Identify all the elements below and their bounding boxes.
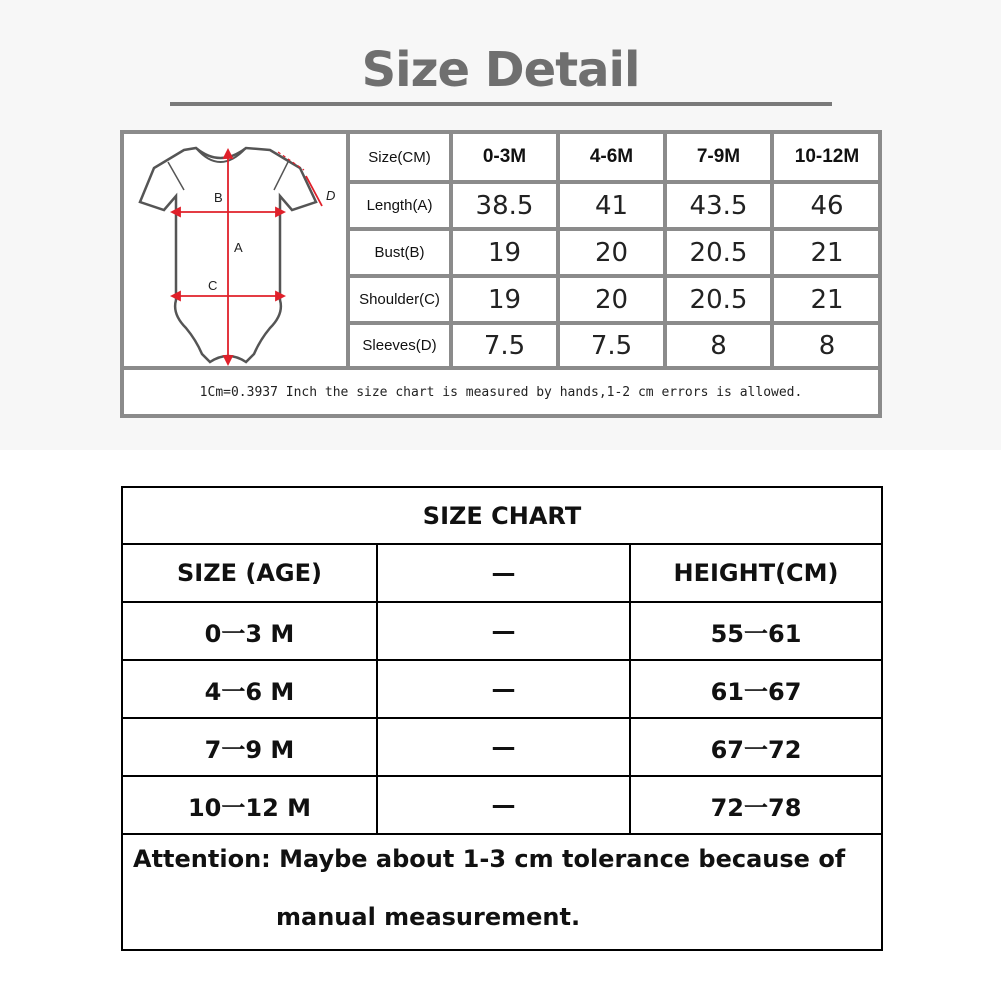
row-label: Sleeves(D) — [350, 325, 453, 366]
table-row — [123, 603, 881, 661]
diagram-label-a: A — [234, 240, 243, 255]
height-cell: 55一61 — [710, 619, 802, 648]
dash-cell: — — [378, 603, 631, 659]
table-row — [123, 777, 881, 835]
header-size: 7-9M — [667, 134, 774, 184]
row-label: Shoulder(C) — [350, 278, 453, 325]
table-cell: 20.5 — [667, 278, 774, 325]
dash-cell: — — [378, 719, 631, 775]
header-size: 4-6M — [560, 134, 667, 184]
table-cell: 41 — [560, 184, 667, 231]
page-title: Size Detail — [361, 42, 640, 98]
size-age-cell: 4一6 M — [123, 661, 378, 717]
attention-line-2: manual measurement. — [276, 903, 581, 931]
size-detail-table — [120, 130, 882, 418]
table-cell: 8 — [818, 330, 836, 361]
table-cell: 19 — [453, 231, 560, 278]
table-cell: 43.5 — [667, 184, 774, 231]
height-cell: 72一78 — [710, 793, 802, 822]
row-label: Length(A) — [350, 184, 453, 231]
table-row — [123, 661, 881, 719]
height-cell: 61一67 — [710, 677, 802, 706]
diagram-label-b: B — [214, 190, 223, 205]
size-age-cell: 0一3 M — [123, 603, 378, 659]
table-cell: 19 — [453, 278, 560, 325]
size-chart-table — [121, 486, 883, 951]
size-detail-grid — [350, 134, 880, 366]
table-cell: 38.5 — [453, 184, 560, 231]
table-row — [123, 719, 881, 777]
table-cell: 21 — [774, 278, 880, 325]
diagram-label-c: C — [208, 278, 218, 293]
table-cell: 46 — [774, 184, 880, 231]
attention-line-1: Attention: Maybe about 1-3 cm tolerance because of — [133, 845, 846, 873]
header-size: 10-12M — [774, 134, 880, 184]
header-size: 0-3M — [453, 134, 560, 184]
dash-cell: — — [378, 777, 631, 833]
table-cell: 8 — [667, 325, 774, 366]
table-cell: 20 — [560, 231, 667, 278]
header-dash: — — [378, 545, 631, 601]
onesie-diagram-icon — [128, 140, 346, 366]
table-cell: 20 — [560, 278, 667, 325]
header-label: Size(CM) — [350, 134, 453, 184]
table-cell: 7.5 — [453, 325, 560, 366]
table-cell: 7.5 — [560, 325, 667, 366]
diagram-label-d: D — [326, 188, 336, 203]
header-height: HEIGHT(CM) — [673, 559, 839, 587]
table-header-row — [123, 545, 881, 603]
header-size-age: SIZE (AGE) — [123, 545, 378, 601]
size-age-cell: 10一12 M — [123, 777, 378, 833]
size-chart-title: SIZE CHART — [123, 488, 881, 545]
table-cell: 20.5 — [667, 231, 774, 278]
size-age-cell: 7一9 M — [123, 719, 378, 775]
size-detail-note: 1Cm=0.3937 Inch the size chart is measured by hands,1-2 cm errors is allowed. — [199, 384, 803, 400]
dash-cell: — — [378, 661, 631, 717]
attention-note — [123, 833, 881, 951]
table-cell: 21 — [774, 231, 880, 278]
row-label: Bust(B) — [350, 231, 453, 278]
height-cell: 67一72 — [710, 735, 802, 764]
title-underline — [170, 102, 832, 106]
